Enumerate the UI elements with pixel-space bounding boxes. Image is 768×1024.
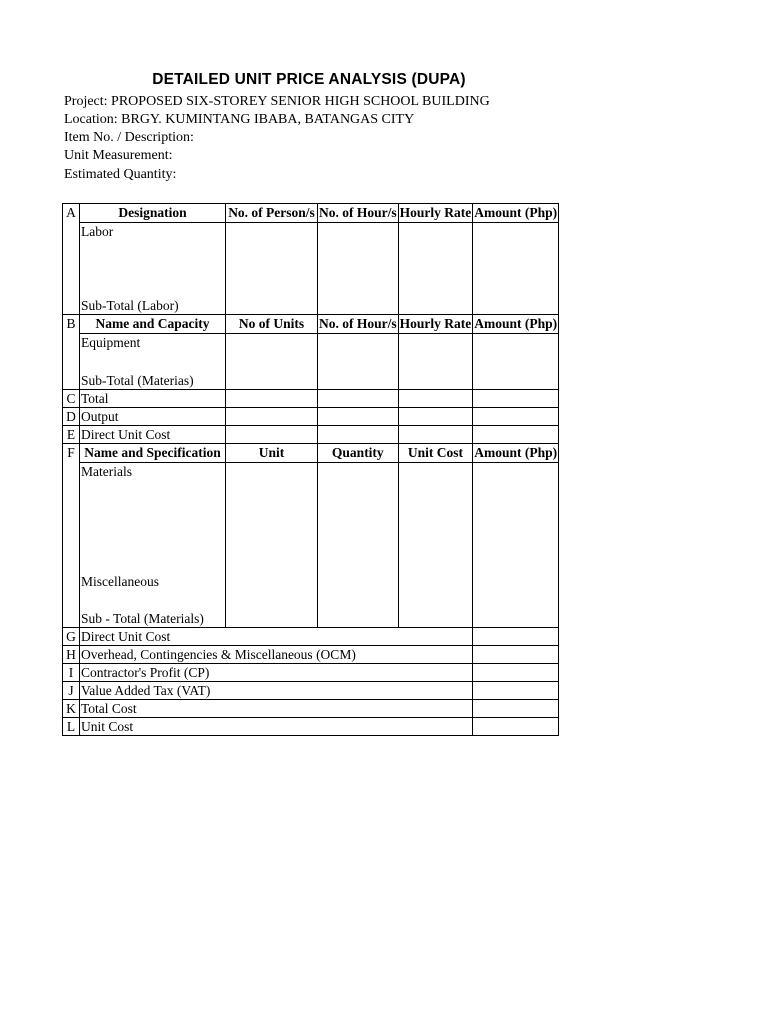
summary-row bbox=[63, 390, 559, 408]
materials-unitcost-cell bbox=[398, 463, 473, 628]
row-letter: L bbox=[63, 718, 80, 736]
cost-row bbox=[63, 664, 559, 682]
materials-amount-cell bbox=[473, 463, 559, 628]
row-letter: E bbox=[63, 426, 80, 444]
equipment-amount-cell bbox=[473, 334, 559, 390]
document-title: DETAILED UNIT PRICE ANALYSIS (DUPA) bbox=[152, 71, 466, 88]
row-amount-cell bbox=[473, 700, 559, 718]
col-header-hours: No. of Hour/s bbox=[318, 204, 399, 223]
labor-hours-cell bbox=[318, 223, 399, 315]
unit-line: Unit Measurement: bbox=[64, 148, 173, 163]
col-header-hours: No. of Hour/s bbox=[318, 315, 399, 334]
equipment-subtotal-label: Sub-Total (Materias) bbox=[81, 373, 194, 388]
col-header-persons: No. of Person/s bbox=[226, 204, 318, 223]
row-label: Contractor's Profit (CP) bbox=[80, 664, 473, 682]
labor-rate-cell bbox=[398, 223, 473, 315]
row-amount-cell bbox=[473, 628, 559, 646]
cost-row bbox=[63, 646, 559, 664]
row-label: Output bbox=[80, 408, 226, 426]
row-letter: D bbox=[63, 408, 80, 426]
col-header-hourly-rate: Hourly Rate bbox=[398, 204, 473, 223]
section-letter-f: F bbox=[63, 444, 80, 628]
col-header-amount: Amount (Php) bbox=[473, 204, 559, 223]
row-label: Direct Unit Cost bbox=[80, 426, 226, 444]
col-header-name-specification: Name and Specification bbox=[80, 444, 226, 463]
equipment-units-cell bbox=[226, 334, 318, 390]
row-amount-cell bbox=[473, 664, 559, 682]
materials-cell bbox=[80, 463, 226, 628]
summary-row bbox=[63, 426, 559, 444]
row-label: Total Cost bbox=[80, 700, 473, 718]
labor-label: Labor bbox=[81, 224, 114, 239]
col-header-name-capacity: Name and Capacity bbox=[80, 315, 226, 334]
col-header-designation: Designation bbox=[80, 204, 226, 223]
equipment-body-row bbox=[63, 334, 559, 390]
labor-amount-cell bbox=[473, 223, 559, 315]
materials-quantity-cell bbox=[318, 463, 399, 628]
col-header-units: No of Units bbox=[226, 315, 318, 334]
equipment-cell bbox=[80, 334, 226, 390]
item-line: Item No. / Description: bbox=[64, 130, 194, 145]
dupa-table bbox=[62, 203, 559, 736]
labor-subtotal-label: Sub-Total (Labor) bbox=[81, 298, 179, 313]
labor-header-row bbox=[63, 204, 559, 223]
materials-body-row bbox=[63, 463, 559, 628]
equipment-label: Equipment bbox=[81, 335, 141, 350]
row-label: Total bbox=[80, 390, 226, 408]
col-header-quantity: Quantity bbox=[318, 444, 399, 463]
summary-row bbox=[63, 408, 559, 426]
cost-row bbox=[63, 700, 559, 718]
col-header-amount: Amount (Php) bbox=[473, 315, 559, 334]
row-amount-cell bbox=[473, 718, 559, 736]
miscellaneous-label: Miscellaneous bbox=[81, 574, 159, 589]
labor-cell bbox=[80, 223, 226, 315]
row-letter: I bbox=[63, 664, 80, 682]
row-label: Unit Cost bbox=[80, 718, 473, 736]
row-amount-cell bbox=[473, 682, 559, 700]
cost-row bbox=[63, 718, 559, 736]
row-letter: C bbox=[63, 390, 80, 408]
row-letter: K bbox=[63, 700, 80, 718]
cost-row bbox=[63, 628, 559, 646]
labor-persons-cell bbox=[226, 223, 318, 315]
col-header-unit: Unit bbox=[226, 444, 318, 463]
equipment-header-row bbox=[63, 315, 559, 334]
row-amount-cell bbox=[473, 646, 559, 664]
row-label: Value Added Tax (VAT) bbox=[80, 682, 473, 700]
equipment-hours-cell bbox=[318, 334, 399, 390]
row-letter: H bbox=[63, 646, 80, 664]
col-header-amount: Amount (Php) bbox=[473, 444, 559, 463]
materials-subtotal-label: Sub - Total (Materials) bbox=[81, 611, 204, 626]
materials-unit-cell bbox=[226, 463, 318, 628]
row-letter: J bbox=[63, 682, 80, 700]
row-label: Direct Unit Cost bbox=[80, 628, 473, 646]
cost-row bbox=[63, 682, 559, 700]
col-header-hourly-rate: Hourly Rate bbox=[398, 315, 473, 334]
section-letter-a: A bbox=[63, 204, 80, 315]
materials-header-row bbox=[63, 444, 559, 463]
section-letter-b: B bbox=[63, 315, 80, 390]
col-header-unit-cost: Unit Cost bbox=[398, 444, 473, 463]
row-label: Overhead, Contingencies & Miscellaneous (OCM) bbox=[80, 646, 473, 664]
materials-label: Materials bbox=[81, 464, 132, 479]
project-line: Project: PROPOSED SIX-STOREY SENIOR HIGH SCHOOL BUILDING bbox=[64, 94, 490, 109]
equipment-rate-cell bbox=[398, 334, 473, 390]
location-line: Location: BRGY. KUMINTANG IBABA, BATANGAS CITY bbox=[64, 112, 415, 127]
labor-body-row bbox=[63, 223, 559, 315]
quantity-line: Estimated Quantity: bbox=[64, 167, 177, 182]
row-letter: G bbox=[63, 628, 80, 646]
